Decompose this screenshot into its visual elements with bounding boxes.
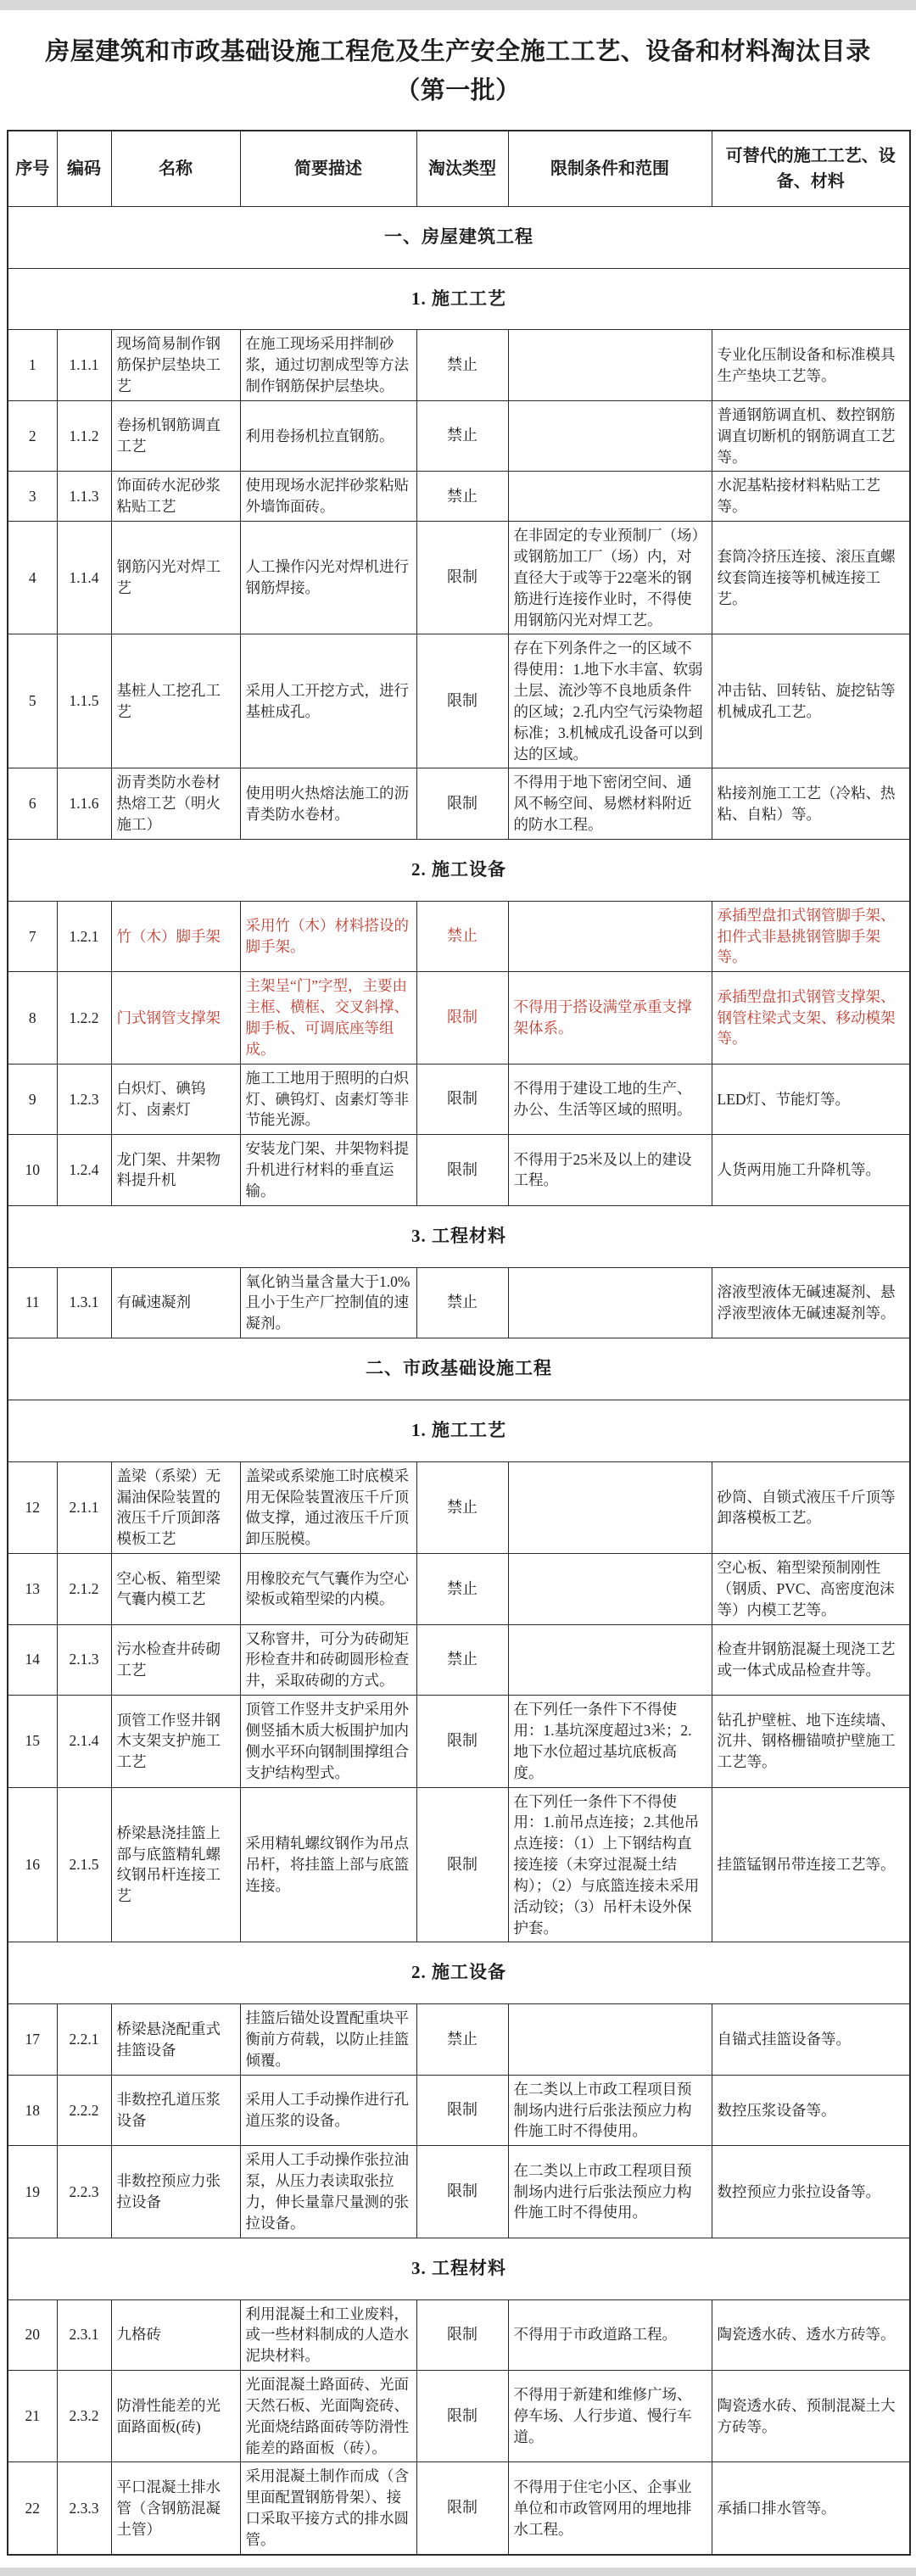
cell-desc: 利用卷扬机拉直钢筋。 [240,400,416,472]
cell-alternative: 钻孔护壁桩、地下连续墙、沉井、钢格栅锚喷护壁施工工艺等。 [712,1696,910,1787]
cell-code: 2.3.3 [57,2462,111,2555]
cell-name: 有碱速凝剂 [111,1267,240,1338]
cell-desc: 采用混凝土制作而成（含里面配置钢筋骨架）、接口采取平接方式的排水圆管。 [240,2462,416,2555]
cell-alternative: 冲击钻、回转钻、旋挖钻等机械成孔工艺。 [712,634,910,768]
cell-restriction: 在下列任一条件下不得使用：1.基坑深度超过3米；2.地下水位超过基坑底板高度。 [508,1696,712,1787]
cell-restriction [508,1461,712,1553]
cell-name: 钢筋闪光对焊工艺 [111,522,240,634]
cell-desc: 顶管工作竖井支护采用外侧竖插木质大板围护加内侧水平环向钢制围撑组合支护结构型式。 [240,1696,416,1787]
cell-alternative: LED灯、节能灯等。 [712,1064,910,1135]
cell-name: 平口混凝土排水管（含钢筋混凝土管） [111,2462,240,2555]
cell-alternative: 承插型盘扣式钢管支撑架、钢管柱梁式支架、移动模架等。 [712,972,910,1064]
section-label: 1. 施工工艺 [8,1400,910,1461]
cell-type: 禁止 [416,472,508,522]
column-header-desc: 简要描述 [240,131,416,207]
cell-code: 1.2.1 [57,901,111,972]
cell-alternative: 数控预应力张拉设备等。 [712,2146,910,2238]
table-row [8,972,910,1064]
cell-restriction: 不得用于市政道路工程。 [508,2299,712,2371]
document-page [0,10,916,2568]
cell-no: 16 [8,1787,57,1942]
cell-name: 龙门架、井架物料提升机 [111,1135,240,1206]
table-row [8,1624,910,1696]
cell-name: 顶管工作竖井钢木支架支护施工工艺 [111,1696,240,1787]
section-row [8,206,910,268]
table-row [8,901,910,972]
cell-name: 九格砖 [111,2299,240,2371]
cell-restriction: 不得用于新建和维修广场、停车场、人行步道、慢行车道。 [508,2371,712,2462]
cell-desc: 施工工地用于照明的白炽灯、碘钨灯、卤素灯等非节能光源。 [240,1064,416,1135]
cell-desc: 盖梁或系梁施工时底模采用无保险装置液压千斤顶做支撑，通过液压千斤顶卸压脱模。 [240,1461,416,1553]
cell-restriction: 存在下列条件之一的区域不得使用：1.地下水丰富、软弱土层、流沙等不良地质条件的区域；2.孔内空气污染物超标准；3.机械成孔设备可以到达的区域。 [508,634,712,768]
table-header [8,131,910,207]
table-row [8,472,910,522]
cell-desc: 氧化钠当量含量大于1.0%且小于生产厂控制值的速凝剂。 [240,1267,416,1338]
cell-alternative: 挂篮锰钢吊带连接工艺等。 [712,1787,910,1942]
cell-restriction [508,1267,712,1338]
cell-type: 限制 [416,1787,508,1942]
cell-desc: 使用现场水泥拌砂浆粘贴外墙饰面砖。 [240,472,416,522]
cell-type: 禁止 [416,330,508,401]
cell-type: 限制 [416,1064,508,1135]
cell-name: 空心板、箱型梁气囊内模工艺 [111,1554,240,1625]
cell-restriction: 不得用于搭设满堂承重支撑架体系。 [508,972,712,1064]
cell-type: 禁止 [416,1624,508,1696]
cell-desc: 又称窨井，可分为砖砌矩形检查井和砖砌圆形检查井，采取砖砌的方式。 [240,1624,416,1696]
cell-alternative: 溶液型液体无碱速凝剂、悬浮液型液体无碱速凝剂等。 [712,1267,910,1338]
cell-no: 3 [8,472,57,522]
cell-no: 1 [8,330,57,401]
cell-type: 限制 [416,522,508,634]
cell-restriction [508,330,712,401]
cell-name: 白炽灯、碘钨灯、卤素灯 [111,1064,240,1135]
cell-name: 防滑性能差的光面路面板(砖) [111,2371,240,2462]
column-header-type: 淘汰类型 [416,131,508,207]
cell-alternative: 数控压浆设备等。 [712,2075,910,2146]
cell-code: 1.1.2 [57,400,111,472]
cell-type: 禁止 [416,2004,508,2076]
section-row [8,268,910,330]
cell-no: 6 [8,768,57,840]
cell-name: 卷扬机钢筋调直工艺 [111,400,240,472]
cell-no: 4 [8,522,57,634]
section-label: 3. 工程材料 [8,2238,910,2299]
cell-type: 限制 [416,1696,508,1787]
cell-no: 11 [8,1267,57,1338]
cell-code: 2.1.5 [57,1787,111,1942]
cell-name: 盖梁（系梁）无漏油保险装置的液压千斤顶卸落模板工艺 [111,1461,240,1553]
cell-desc: 采用人工手动操作进行孔道压浆的设备。 [240,2075,416,2146]
cell-code: 1.3.1 [57,1267,111,1338]
table-row [8,1787,910,1942]
cell-type: 限制 [416,768,508,840]
cell-type: 禁止 [416,400,508,472]
cell-desc: 采用人工手动操作张拉油泵，从压力表读取张拉力，伸长量靠尺量测的张拉设备。 [240,2146,416,2238]
cell-code: 2.1.3 [57,1624,111,1696]
cell-desc: 在施工现场采用拌制砂浆，通过切割成型等方法制作钢筋保护层垫块。 [240,330,416,401]
section-label: 2. 施工设备 [8,839,910,901]
column-header-name: 名称 [111,131,240,207]
section-label: 3. 工程材料 [8,1205,910,1267]
cell-restriction [508,400,712,472]
table-row [8,1064,910,1135]
table-row [8,768,910,840]
cell-code: 1.2.4 [57,1135,111,1206]
cell-no: 18 [8,2075,57,2146]
section-row [8,2238,910,2299]
cell-code: 2.2.3 [57,2146,111,2238]
cell-desc: 采用精轧螺纹钢作为吊点吊杆，将挂篮上部与底篮连接。 [240,1787,416,1942]
section-row [8,1205,910,1267]
cell-desc: 用橡胶充气气囊作为空心梁板或箱型梁的内模。 [240,1554,416,1625]
cell-desc: 使用明火热熔法施工的沥青类防水卷材。 [240,768,416,840]
cell-desc: 利用混凝土和工业废料，或一些材料制成的人造水泥块材料。 [240,2299,416,2371]
table-row [8,2371,910,2462]
cell-alternative: 自锚式挂篮设备等。 [712,2004,910,2076]
cell-alternative: 人货两用施工升降机等。 [712,1135,910,1206]
cell-alternative: 专业化压制设备和标准模具生产垫块工艺等。 [712,330,910,401]
catalog-table-body [8,206,910,2555]
cell-restriction [508,2004,712,2076]
table-row [8,330,910,401]
cell-desc: 主架呈“门”字型，主要由主框、横框、交叉斜撑、脚手板、可调底座等组成。 [240,972,416,1064]
table-row [8,1267,910,1338]
cell-name: 桥梁悬浇挂篮上部与底篮精轧螺纹钢吊杆连接工艺 [111,1787,240,1942]
cell-name: 非数控孔道压浆设备 [111,2075,240,2146]
cell-no: 10 [8,1135,57,1206]
cell-restriction [508,472,712,522]
cell-code: 1.1.1 [57,330,111,401]
page-title: 房屋建筑和市政基础设施工程危及生产安全施工工艺、设备和材料淘汰目录（第一批） [45,38,871,105]
cell-desc: 采用竹（木）材料搭设的脚手架。 [240,901,416,972]
cell-no: 13 [8,1554,57,1625]
table-row [8,2462,910,2555]
cell-alternative: 水泥基粘接材料粘贴工艺等。 [712,472,910,522]
table-row [8,2075,910,2146]
cell-type: 限制 [416,2146,508,2238]
cell-no: 14 [8,1624,57,1696]
cell-no: 19 [8,2146,57,2238]
cell-desc: 采用人工开挖方式，进行基桩成孔。 [240,634,416,768]
table-row [8,2004,910,2076]
section-label: 2. 施工设备 [8,1942,910,2004]
table-row [8,522,910,634]
column-header-no: 序号 [8,131,57,207]
catalog-table [7,130,911,2556]
cell-restriction: 在二类以上市政工程项目预制场内进行后张法预应力构件施工时不得使用。 [508,2146,712,2238]
cell-no: 17 [8,2004,57,2076]
cell-type: 禁止 [416,1554,508,1625]
cell-type: 限制 [416,1135,508,1206]
section-row [8,1338,910,1400]
cell-type: 禁止 [416,901,508,972]
cell-no: 5 [8,634,57,768]
cell-no: 2 [8,400,57,472]
table-row [8,1696,910,1787]
cell-code: 1.1.4 [57,522,111,634]
table-row [8,634,910,768]
cell-alternative: 检查井钢筋混凝土现浇工艺或一体式成品检查井等。 [712,1624,910,1696]
cell-code: 2.3.2 [57,2371,111,2462]
cell-restriction [508,1624,712,1696]
cell-type: 限制 [416,972,508,1064]
cell-no: 9 [8,1064,57,1135]
table-row [8,2146,910,2238]
cell-code: 1.2.2 [57,972,111,1064]
column-header-restriction: 限制条件和范围 [508,131,712,207]
cell-restriction [508,901,712,972]
cell-name: 污水检查井砖砌工艺 [111,1624,240,1696]
cell-alternative: 普通钢筋调直机、数控钢筋调直切断机的钢筋调直工艺等。 [712,400,910,472]
cell-code: 1.1.6 [57,768,111,840]
cell-alternative: 承插型盘扣式钢管脚手架、扣件式非悬挑钢管脚手架等。 [712,901,910,972]
header-row [8,131,910,207]
cell-no: 21 [8,2371,57,2462]
cell-name: 沥青类防水卷材热熔工艺（明火施工） [111,768,240,840]
cell-type: 限制 [416,2075,508,2146]
cell-restriction: 在二类以上市政工程项目预制场内进行后张法预应力构件施工时不得使用。 [508,2075,712,2146]
cell-type: 限制 [416,2462,508,2555]
cell-type: 限制 [416,2299,508,2371]
cell-name: 现场简易制作钢筋保护层垫块工艺 [111,330,240,401]
cell-restriction: 不得用于地下密闭空间、通风不畅空间、易燃材料附近的防水工程。 [508,768,712,840]
cell-code: 1.1.5 [57,634,111,768]
cell-desc: 人工操作闪光对焊机进行钢筋焊接。 [240,522,416,634]
cell-code: 1.2.3 [57,1064,111,1135]
cell-restriction: 不得用于住宅小区、企事业单位和市政管网用的埋地排水工程。 [508,2462,712,2555]
cell-name: 饰面砖水泥砂浆粘贴工艺 [111,472,240,522]
cell-restriction: 在下列任一条件下不得使用：1.前吊点连接；2.其他吊点连接：（1）上下钢结构直接连接（未穿过混凝土结构）；（2）与底篮连接未采用活动铰；（3）吊杆未设外保护套。 [508,1787,712,1942]
cell-desc: 光面混凝土路面砖、光面天然石板、光面陶瓷砖、光面烧结路面砖等防滑性能差的路面板（砖）。 [240,2371,416,2462]
cell-no: 15 [8,1696,57,1787]
section-row [8,839,910,901]
cell-name: 竹（木）脚手架 [111,901,240,972]
cell-code: 2.2.2 [57,2075,111,2146]
cell-no: 8 [8,972,57,1064]
cell-desc: 挂篮后锚处设置配重块平衡前方荷载，以防止挂篮倾覆。 [240,2004,416,2076]
cell-code: 2.1.4 [57,1696,111,1787]
cell-code: 2.1.2 [57,1554,111,1625]
cell-no: 7 [8,901,57,972]
cell-no: 12 [8,1461,57,1553]
cell-code: 2.1.1 [57,1461,111,1553]
cell-alternative: 承插口排水管等。 [712,2462,910,2555]
section-label: 二、市政基础设施工程 [8,1338,910,1400]
cell-type: 禁止 [416,1461,508,1553]
cell-restriction: 在非固定的专业预制厂（场）或钢筋加工厂（场）内，对直径大于或等于22毫米的钢筋进行连接作业时，不得使用钢筋闪光对焊工艺。 [508,522,712,634]
table-row [8,1554,910,1625]
cell-alternative: 陶瓷透水砖、透水方砖等。 [712,2299,910,2371]
cell-code: 2.2.1 [57,2004,111,2076]
cell-code: 1.1.3 [57,472,111,522]
cell-code: 2.3.1 [57,2299,111,2371]
cell-restriction: 不得用于建设工地的生产、办公、生活等区域的照明。 [508,1064,712,1135]
cell-no: 22 [8,2462,57,2555]
cell-no: 20 [8,2299,57,2371]
cell-name: 非数控预应力张拉设备 [111,2146,240,2238]
cell-name: 基桩人工挖孔工艺 [111,634,240,768]
cell-alternative: 粘接剂施工工艺（冷粘、热粘、自粘）等。 [712,768,910,840]
section-label: 1. 施工工艺 [8,268,910,330]
cell-alternative: 陶瓷透水砖、预制混凝土大方砖等。 [712,2371,910,2462]
cell-restriction: 不得用于25米及以上的建设工程。 [508,1135,712,1206]
cell-desc: 安装龙门架、井架物料提升机进行材料的垂直运输。 [240,1135,416,1206]
cell-alternative: 砂筒、自锁式液压千斤顶等卸落模板工艺。 [712,1461,910,1553]
section-row [8,1942,910,2004]
column-header-alternative: 可替代的施工工艺、设备、材料 [712,131,910,207]
table-row [8,1461,910,1553]
cell-type: 限制 [416,634,508,768]
table-row [8,2299,910,2371]
cell-alternative: 套筒冷挤压连接、滚压直螺纹套筒连接等机械连接工艺。 [712,522,910,634]
column-header-code: 编码 [57,131,111,207]
table-row [8,1135,910,1206]
table-row [8,400,910,472]
cell-name: 桥梁悬浇配重式挂篮设备 [111,2004,240,2076]
section-label: 一、房屋建筑工程 [8,206,910,268]
section-row [8,1400,910,1461]
cell-type: 禁止 [416,1267,508,1338]
cell-name: 门式钢管支撑架 [111,972,240,1064]
cell-restriction [508,1554,712,1625]
cell-alternative: 空心板、箱型梁预制刚性（钢质、PVC、高密度泡沫等）内模工艺等。 [712,1554,910,1625]
cell-type: 限制 [416,2371,508,2462]
